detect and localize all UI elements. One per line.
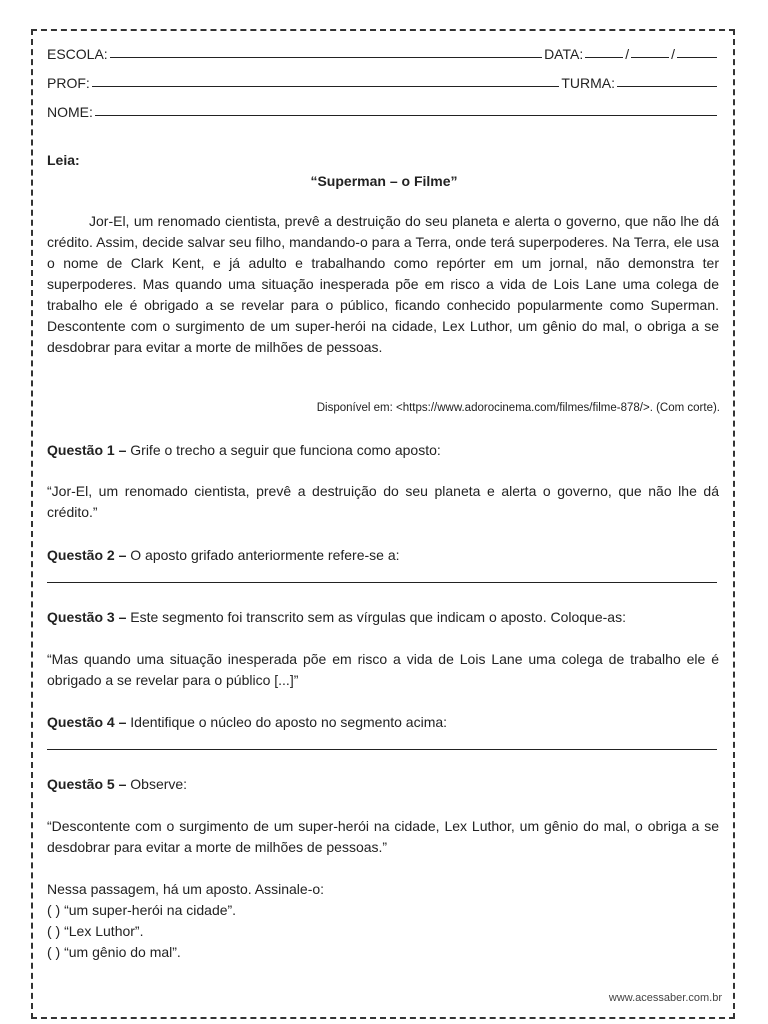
question-2-text: O aposto grifado anteriormente refere-se a: [126, 547, 400, 563]
question-5-text: Observe: [126, 776, 188, 792]
turma-label: TURMA: [561, 75, 615, 91]
question-4 [47, 712, 447, 732]
option-3[interactable]: ( ) “um gênio do mal”. [47, 944, 181, 960]
reading-instruction: Leia: [47, 152, 80, 168]
reading-title: “Superman – o Filme” [310, 173, 458, 189]
option-1[interactable]: ( ) “um super-herói na cidade”. [47, 902, 237, 918]
escola-label: ESCOLA: [47, 46, 108, 62]
prof-label: PROF: [47, 75, 90, 91]
question-1-text: Grife o trecho a seguir que funciona como aposto: [126, 442, 441, 458]
question-3-text: Este segmento foi transcrito sem as vírgulas que indicam o aposto. Coloque-as: [126, 609, 626, 625]
date-slash-2: / [671, 46, 675, 62]
question-5-quote: “Descontente com o surgimento de um super-herói na cidade, Lex Luthor, um gênio do mal, o obriga a se desdobrar para evitar a morte de milhões de pessoas.” [47, 818, 719, 855]
option-2[interactable]: ( ) “Lex Luthor”. [47, 923, 144, 939]
prof-field[interactable] [92, 86, 560, 87]
reading-body: Jor-El, um renomado cientista, prevê a destruição do seu planeta e alerta o governo, que não lhe dá crédito. Assim, decide salvar seu filho, mandando-o para a Terra, onde terá superpoderes. Na Terra, ele usa o nome de Clark Kent, e já adulto e trabalhando como repórter em um jornal, não demonstra ter superpoderes. Mas quando uma situação inesperada põe em risco a vida de Lois Lane uma colega de trabalho ele é obrigado a se revelar para o público, ficando conhecido popularmente como Superman. Descontente com o surgimento de um super-herói na cidade, Lex Luthor, um gênio do mal, o obriga a se desdobrar para evitar a morte de milhões de pessoas. [47, 213, 719, 355]
question-2 [47, 545, 400, 565]
question-1 [47, 440, 441, 460]
nome-row [47, 100, 719, 120]
question-2-label: Questão 2 – [47, 547, 127, 563]
escola-row [47, 42, 719, 62]
question-1-quote[interactable]: “Jor-El, um renomado cientista, prevê a destruição do seu planeta e alerta o governo, que não lhe dá crédito.” [47, 483, 719, 520]
question-4-answer-line[interactable] [47, 749, 717, 750]
question-4-label: Questão 4 – [47, 714, 127, 730]
nome-field[interactable] [95, 115, 717, 116]
date-month-field[interactable] [631, 57, 669, 58]
date-year-field[interactable] [677, 57, 717, 58]
turma-field[interactable] [617, 86, 717, 87]
question-3 [47, 607, 626, 627]
prof-row [47, 71, 719, 91]
question-5-prompt: Nessa passagem, há um aposto. Assinale-o: [47, 881, 325, 897]
question-3-label: Questão 3 – [47, 609, 127, 625]
date-slash-1: / [625, 46, 630, 62]
data-label: DATA: [544, 46, 584, 62]
question-2-answer-line[interactable] [47, 582, 717, 583]
date-day-field[interactable] [585, 57, 623, 58]
footer-site: www.acessaber.com.br [608, 992, 722, 1004]
question-3-quote[interactable]: “Mas quando uma situação inesperada põe em risco a vida de Lois Lane uma colega de trabalho ele é obrigado a se revelar para o público [...]” [47, 651, 719, 688]
question-1-label: Questão 1 – [47, 442, 127, 458]
escola-field[interactable] [110, 57, 542, 58]
reading-source: Disponível em: <https://www.adorocinema.com/filmes/filme-878/>. (Com corte). [316, 402, 720, 414]
question-4-text: Identifique o núcleo do aposto no segmento acima: [126, 714, 448, 730]
question-5-label: Questão 5 – [47, 776, 127, 792]
question-5 [47, 774, 187, 794]
nome-label: NOME: [47, 104, 93, 120]
